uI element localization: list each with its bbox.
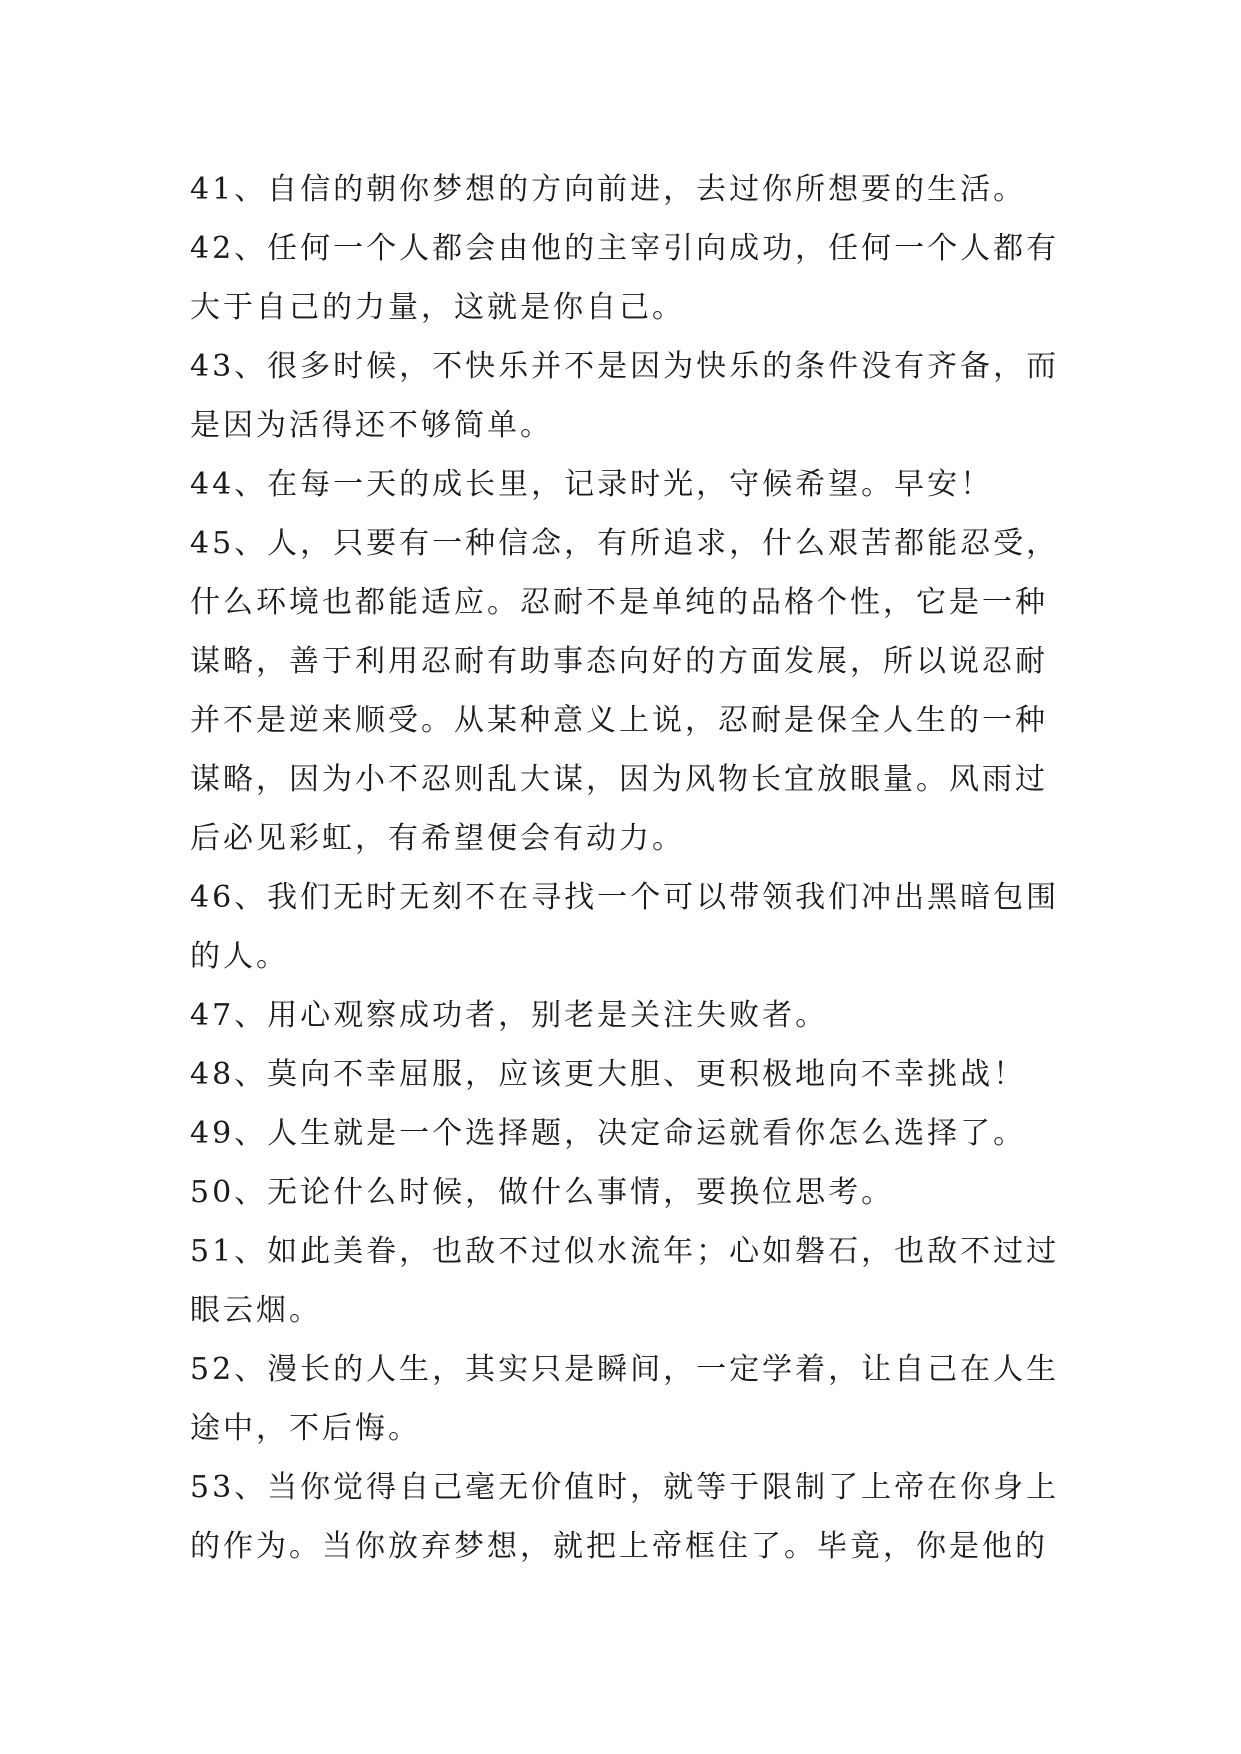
text-line: 谋略，因为小不忍则乱大谋，因为风物长宜放眼量。风雨过 xyxy=(190,762,1048,797)
text-line: 是因为活得还不够简单。 xyxy=(190,408,553,443)
text-line: 45、人，只要有一种信念，有所追求，什么艰苦都能忍受， xyxy=(190,526,1060,561)
text-line: 43、很多时候，不快乐并不是因为快乐的条件没有齐备，而 xyxy=(190,349,1060,384)
text-line: 42、任何一个人都会由他的主宰引向成功，任何一个人都有 xyxy=(190,231,1060,266)
text-line: 眼云烟。 xyxy=(190,1293,322,1328)
text-line: 什么环境也都能适应。忍耐不是单纯的品格个性，它是一种 xyxy=(190,585,1048,620)
text-line: 51、如此美眷，也敌不过似水流年；心如磐石，也敌不过过 xyxy=(190,1234,1060,1269)
text-line: 后必见彩虹，有希望便会有动力。 xyxy=(190,821,685,856)
paragraph xyxy=(190,455,1062,514)
text-line: 44、在每一天的成长里，记录时光，守候希望。早安！ xyxy=(190,467,994,502)
text-line: 49、人生就是一个选择题，决定命运就看你怎么选择了。 xyxy=(190,1116,1027,1151)
text-line: 的作为。当你放弃梦想，就把上帝框住了。毕竟，你是他的 xyxy=(190,1529,1048,1564)
text-line: 的人。 xyxy=(190,939,289,974)
paragraph xyxy=(190,337,1062,455)
paragraph xyxy=(190,1340,1062,1458)
text-line: 41、自信的朝你梦想的方向前进，去过你所想要的生活。 xyxy=(190,172,1027,207)
paragraph xyxy=(190,1104,1062,1163)
text-line: 46、我们无时无刻不在寻找一个可以带领我们冲出黑暗包围 xyxy=(190,880,1060,915)
paragraph xyxy=(190,514,1062,868)
paragraph xyxy=(190,219,1062,337)
paragraph xyxy=(190,160,1062,219)
text-line: 53、当你觉得自己毫无价值时，就等于限制了上帝在你身上 xyxy=(190,1470,1060,1505)
paragraph xyxy=(190,986,1062,1045)
paragraph xyxy=(190,868,1062,986)
paragraph xyxy=(190,1458,1062,1576)
paragraph xyxy=(190,1045,1062,1104)
paragraph xyxy=(190,1222,1062,1340)
document-body xyxy=(190,160,1062,1576)
text-line: 48、莫向不幸屈服，应该更大胆、更积极地向不幸挑战！ xyxy=(190,1057,1027,1092)
text-line: 52、漫长的人生，其实只是瞬间，一定学着，让自己在人生 xyxy=(190,1352,1060,1387)
text-line: 47、用心观察成功者，别老是关注失败者。 xyxy=(190,998,829,1033)
text-line: 谋略，善于利用忍耐有助事态向好的方面发展，所以说忍耐 xyxy=(190,644,1048,679)
paragraph xyxy=(190,1163,1062,1222)
text-line: 大于自己的力量，这就是你自己。 xyxy=(190,290,685,325)
text-line: 并不是逆来顺受。从某种意义上说，忍耐是保全人生的一种 xyxy=(190,703,1048,738)
text-line: 途中，不后悔。 xyxy=(190,1411,421,1446)
text-line: 50、无论什么时候，做什么事情，要换位思考。 xyxy=(190,1175,895,1210)
